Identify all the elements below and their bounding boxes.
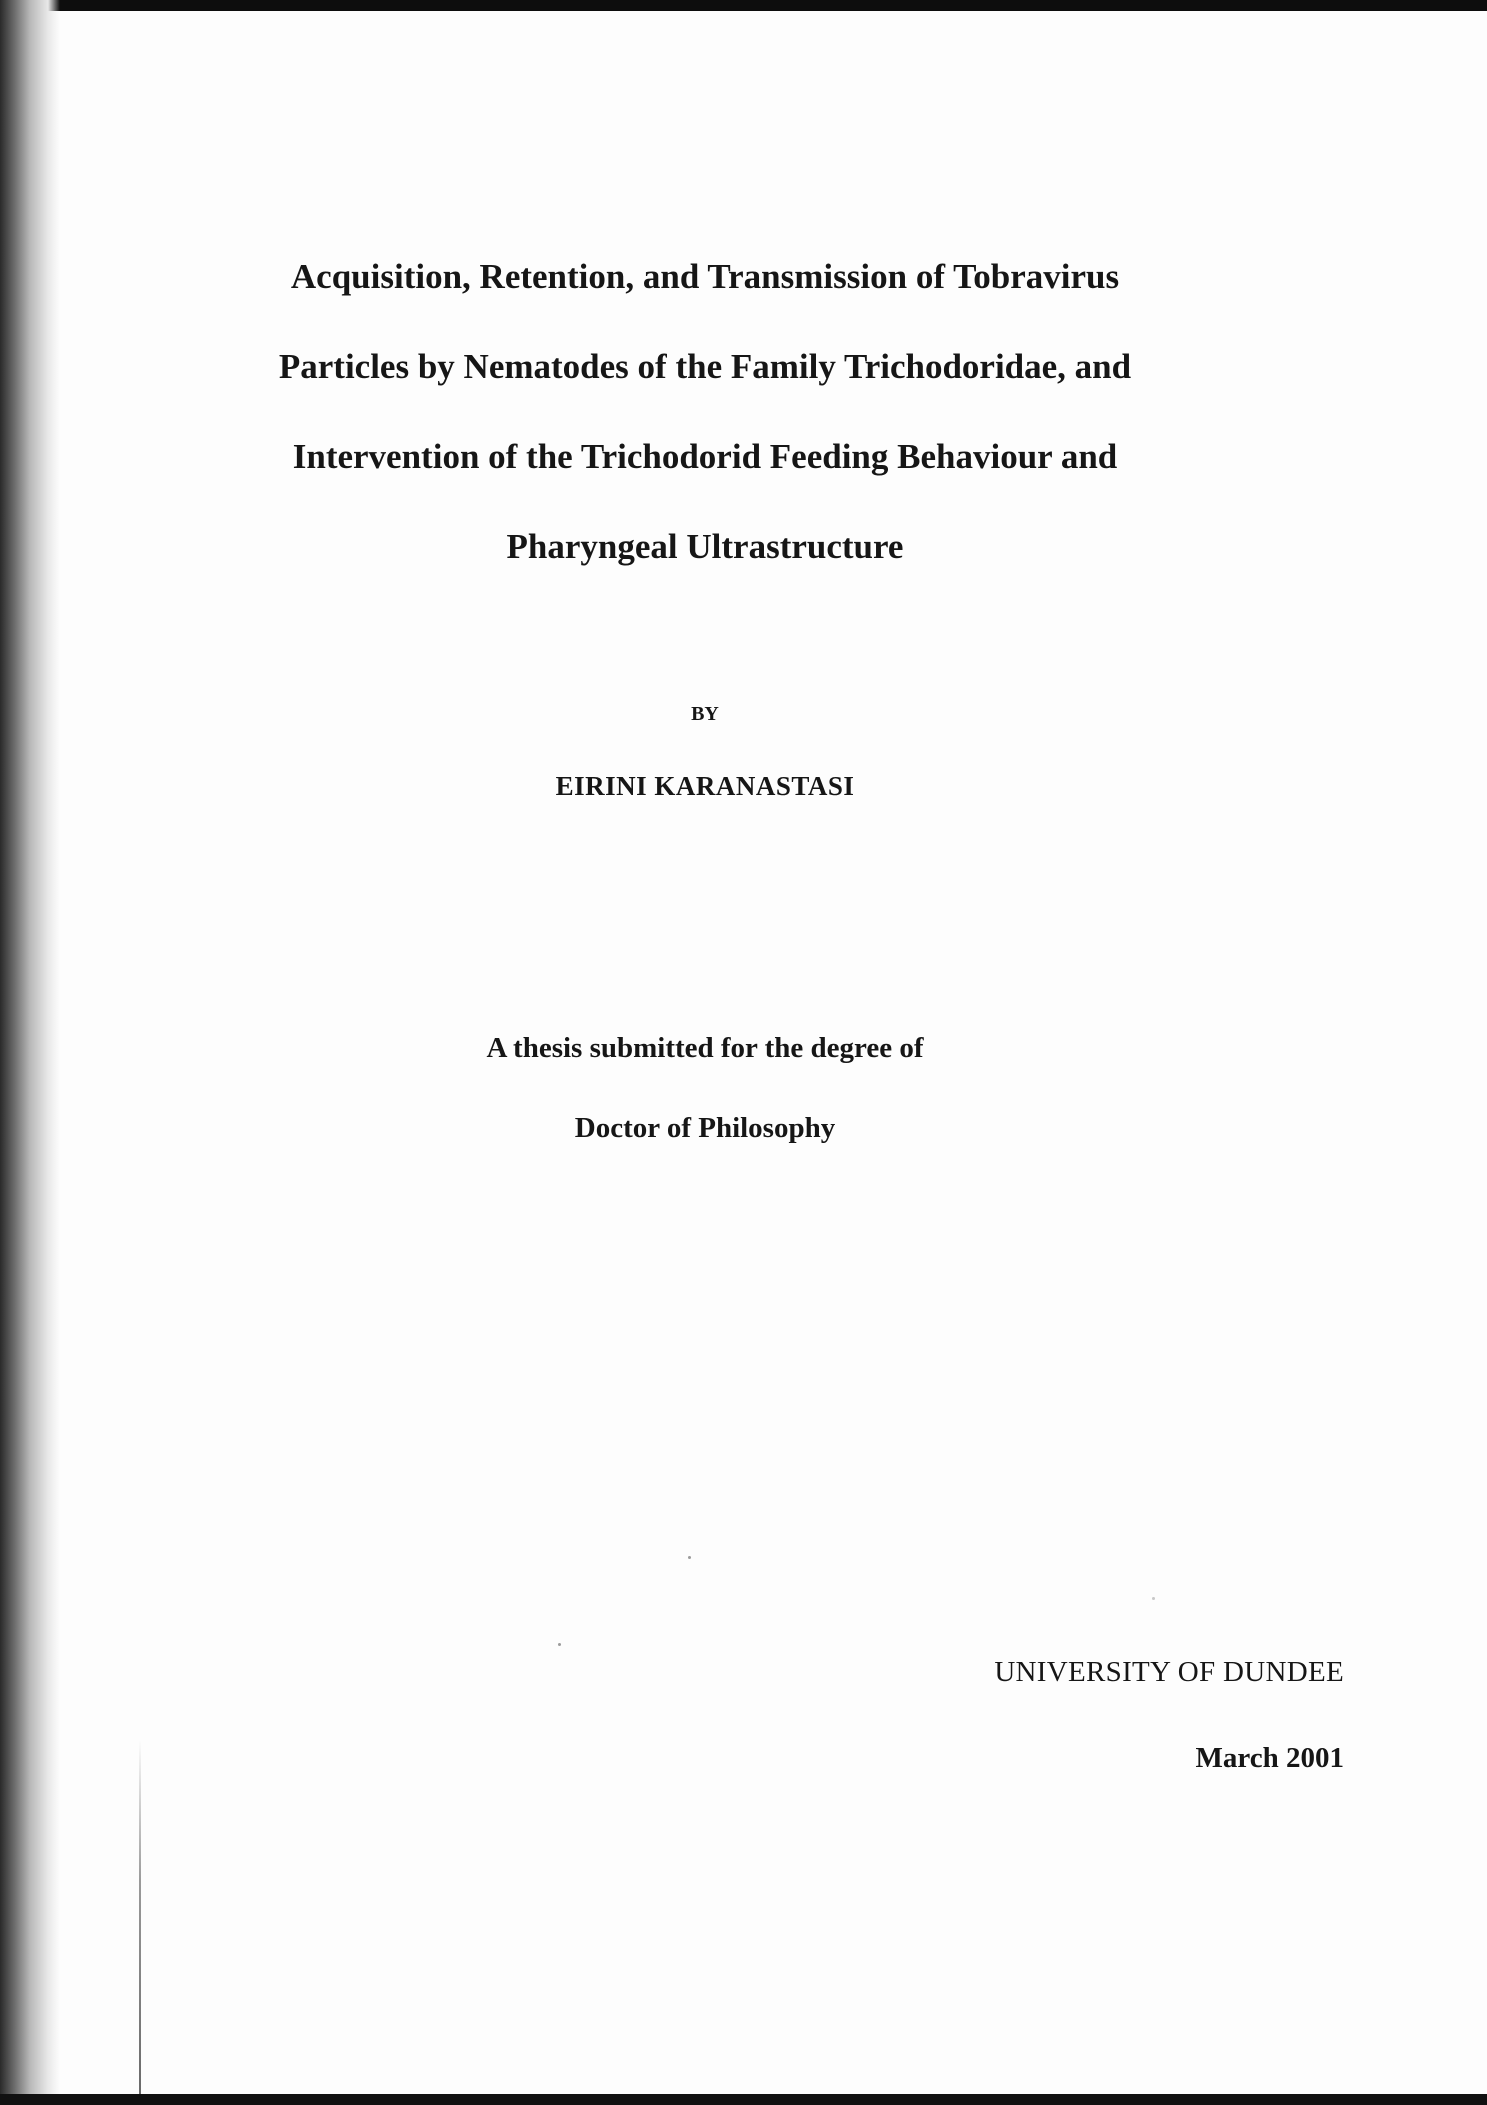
scan-edge-bottom	[0, 2094, 1487, 2105]
thesis-title	[200, 232, 1210, 592]
degree-statement	[200, 1008, 1210, 1168]
scan-gutter-line	[139, 1740, 141, 2094]
thesis-title-line-2: Particles by Nematodes of the Family Trichodoridae, and	[278, 347, 1132, 386]
thesis-title-line-3: Intervention of the Trichodorid Feeding Behaviour and	[292, 437, 1118, 476]
submission-date: March 2001	[1195, 1742, 1344, 1774]
thesis-title-line-1: Acquisition, Retention, and Transmission of Tobravirus	[290, 257, 1120, 296]
thesis-title-line-4: Pharyngeal Ultrastructure	[506, 527, 904, 566]
scan-edge-left	[0, 0, 60, 2105]
degree-statement-line-1: A thesis submitted for the degree of	[486, 1032, 924, 1064]
author-name: EIRINI KARANASTASI	[555, 771, 855, 801]
scan-edge-top	[0, 0, 1487, 11]
scan-speck	[688, 1556, 691, 1559]
by-label: BY	[691, 703, 719, 725]
institution-name: UNIVERSITY OF DUNDEE	[994, 1656, 1344, 1688]
scan-speck	[558, 1643, 561, 1646]
scan-speck	[1152, 1597, 1155, 1600]
degree-statement-line-2: Doctor of Philosophy	[574, 1112, 836, 1144]
